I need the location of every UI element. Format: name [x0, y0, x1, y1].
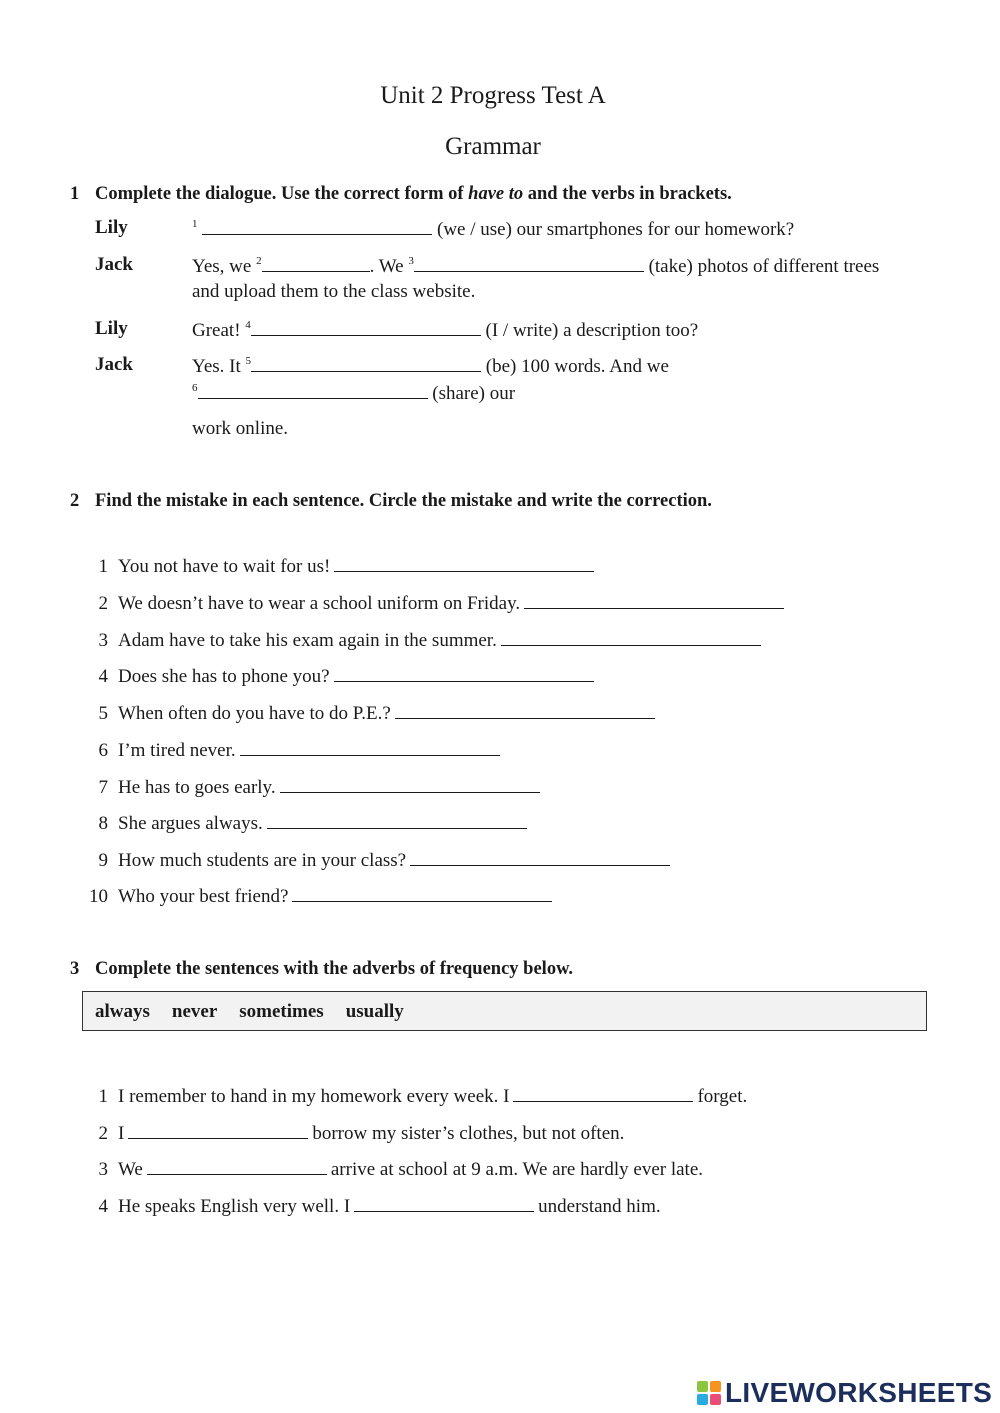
answer-blank-5[interactable]: [251, 354, 481, 372]
list-item: 1 You not have to wait for us!: [82, 554, 598, 578]
correction-blank[interactable]: [267, 811, 527, 829]
word-box: [82, 991, 927, 1031]
dialogue-line-2-cont: and upload them to the class website.: [192, 281, 476, 302]
section1-number: 1: [70, 184, 80, 204]
dialogue-line-3: Great! $^4$ (I / write) a description too?: [192, 319, 699, 341]
correction-blank[interactable]: [524, 591, 784, 609]
page-title: Unit 2 Progress Test A: [380, 82, 606, 109]
section-heading-grammar: Grammar: [445, 133, 541, 160]
word-never: never: [171, 1001, 218, 1022]
list-item: 6 I’m tired never.: [82, 738, 504, 762]
list-item: 10 Who your best friend?: [82, 884, 556, 908]
correction-blank[interactable]: [292, 884, 552, 902]
logo-square: [697, 1394, 708, 1405]
section3-number: 3: [70, 959, 80, 979]
correction-blank[interactable]: [334, 664, 594, 682]
list-item: 3 We arrive at school at 9 a.m. We are hardly ever late.: [98, 1159, 704, 1180]
list-item: 2 We doesn’t have to wear a school uniform on Friday.: [82, 591, 788, 615]
answer-blank-3[interactable]: [414, 254, 644, 272]
list-item: 1 I remember to hand in my homework every week. I forget.: [98, 1086, 748, 1107]
dialogue-line-1: $^1$ (we / use) our smartphones for our homework?: [192, 218, 795, 240]
logo-mark-icon: [697, 1381, 721, 1405]
adverb-blank[interactable]: [147, 1157, 327, 1175]
section1-instruction: 1 Complete the dialogue. Use the correct form of have to and the verbs in brackets.: [70, 184, 732, 204]
answer-blank-4[interactable]: [251, 318, 481, 336]
list-item: 9 How much students are in your class?: [82, 848, 674, 872]
liveworksheets-logo[interactable]: [697, 1378, 992, 1408]
logo-text: LIVEWORKSHEETS: [725, 1377, 993, 1408]
list-item: 8 She argues always.: [82, 811, 531, 835]
answer-blank-2[interactable]: [262, 254, 370, 272]
adverb-blank[interactable]: [128, 1121, 308, 1139]
section2-instruction: 2 Find the mistake in each sentence. Circle the mistake and write the correction.: [70, 491, 712, 511]
section3-instruction: 3 Complete the sentences with the adverbs of frequency below.: [70, 959, 574, 979]
list-item: 7 He has to goes early.: [82, 775, 544, 799]
correction-blank[interactable]: [240, 738, 500, 756]
logo-square: [710, 1394, 721, 1405]
word-always: always: [95, 1001, 150, 1022]
word-usually: usually: [345, 1001, 404, 1022]
correction-blank[interactable]: [280, 775, 540, 793]
list-item: 5 When often do you have to do P.E.?: [82, 701, 659, 725]
answer-blank-1[interactable]: [202, 217, 432, 235]
correction-blank[interactable]: [410, 848, 670, 866]
dialogue-line-4-cont: work online.: [192, 418, 289, 439]
speaker-jack: Jack: [95, 354, 133, 375]
adverb-blank[interactable]: [354, 1194, 534, 1212]
correction-blank[interactable]: [501, 628, 761, 646]
logo-square: [710, 1381, 721, 1392]
dialogue-line-4-b: $^6$ (share) our: [192, 382, 516, 404]
dialogue-line-2: Yes, we $^2$ . We $^3$ (take) photos of different trees: [192, 255, 880, 277]
correction-blank[interactable]: [395, 701, 655, 719]
speaker-jack: Jack: [95, 254, 133, 275]
list-item: 4 He speaks English very well. I understand him.: [98, 1196, 661, 1217]
word-sometimes: sometimes: [239, 1001, 324, 1022]
speaker-lily: Lily: [95, 217, 128, 238]
answer-blank-6[interactable]: [198, 381, 428, 399]
list-item: 3 Adam have to take his exam again in the summer.: [82, 628, 765, 652]
adverb-blank[interactable]: [513, 1084, 693, 1102]
emphasis-have-to: have to: [468, 184, 524, 204]
list-item: 2 I borrow my sister’s clothes, but not often.: [98, 1123, 625, 1144]
correction-blank[interactable]: [334, 554, 594, 572]
speaker-lily: Lily: [95, 318, 128, 339]
section2-number: 2: [70, 491, 80, 511]
dialogue-line-4: Yes. It $^5$ (be) 100 words. And we: [192, 355, 669, 377]
logo-square: [697, 1381, 708, 1392]
list-item: 4 Does she has to phone you?: [82, 664, 598, 688]
